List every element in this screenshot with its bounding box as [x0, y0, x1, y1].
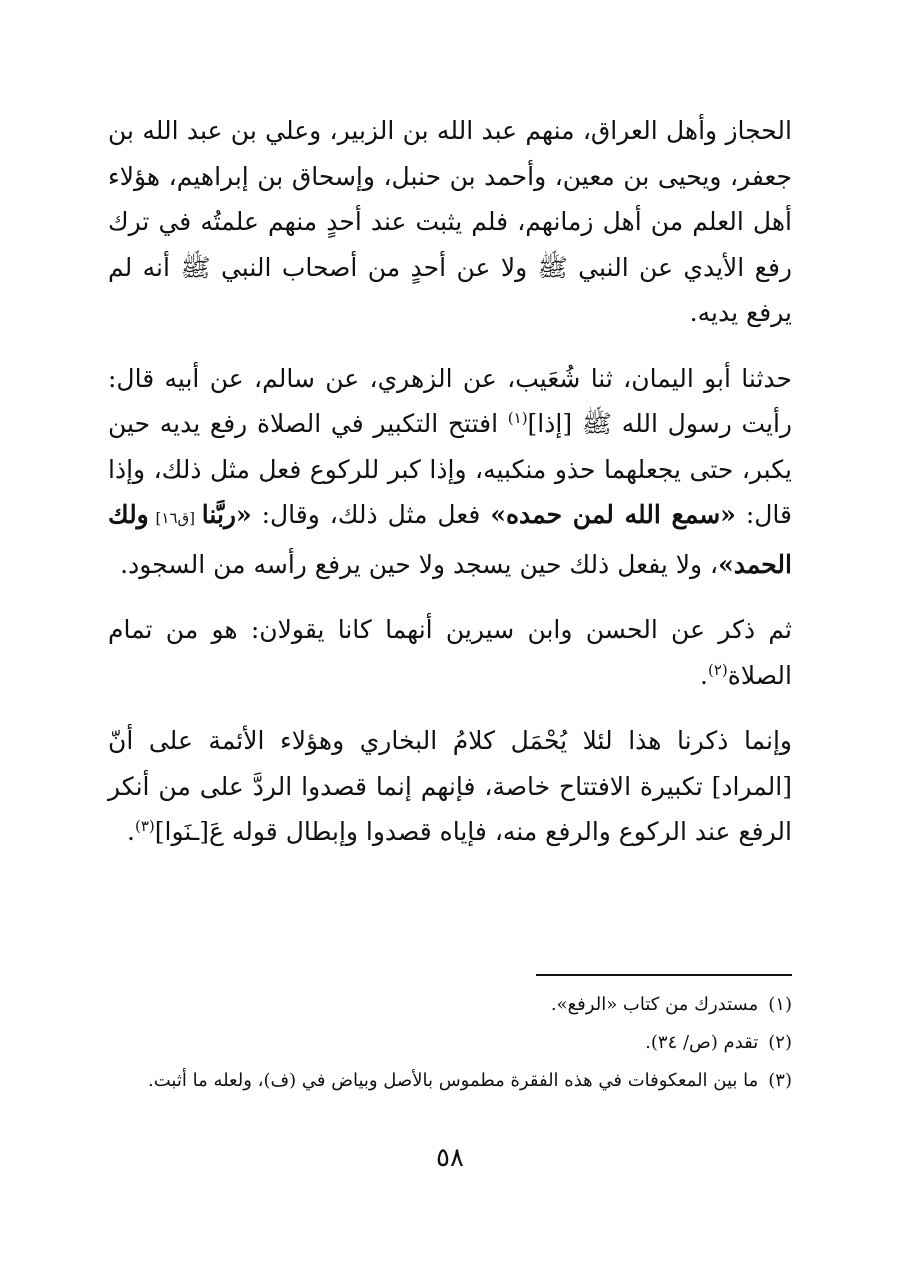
footnote-ref-3[interactable]: (٣) [134, 817, 155, 835]
footnote-text: ما بين المعكوفات في هذه الفقرة مطموس بالأصل وبياض في (ف)، ولعله ما أثبت. [148, 1070, 759, 1091]
hadith-quote-rabbana: «ربَّنا [201, 500, 252, 529]
footnote-number: (١) [768, 994, 792, 1015]
hadith-quote-walakal-hamd: ولك الحمد» [108, 500, 792, 579]
page-number: ٥٨ [436, 1143, 464, 1173]
paragraph-3 [108, 607, 792, 698]
paragraph-2-text-b: افتتح التكبير في الصلاة رفع يديه حين يكبر، حتى يجعلهما حذو منكبيه، وإذا كبر للركوع فعل مثل ذلك، وإذا قال: [108, 409, 792, 529]
paragraph-4-text-b: . [127, 817, 135, 846]
paragraph-4 [108, 718, 792, 855]
footnote-2 [108, 1026, 792, 1060]
footnote-3 [108, 1064, 792, 1098]
paragraph-2-text-c: فعل مثل ذلك، وقال: [251, 500, 491, 529]
main-text [108, 108, 792, 875]
manuscript-folio-marker: [ق١٦] [148, 509, 202, 527]
paragraph-2-text-a: حدثنا أبو اليمان، ثنا شُعَيب، عن الزهري، عن سالم، عن أبيه قال: رأيت رسول الله ﷺ [إذا] [108, 363, 793, 438]
footnote-separator [536, 974, 792, 976]
footnote-text: مستدرك من كتاب «الرفع». [550, 994, 759, 1015]
footnotes [108, 988, 792, 1102]
footnote-1 [108, 988, 792, 1022]
paragraph-1 [108, 108, 792, 336]
footnote-text: تقدم (ص/ ٣٤). [645, 1032, 759, 1053]
footnote-ref-2[interactable]: (٢) [707, 660, 728, 679]
hadith-quote-sami-allah: «سمع الله لمن حمده» [490, 500, 736, 529]
paragraph-3-text-b: . [700, 660, 708, 690]
footnote-number: (٣) [768, 1070, 792, 1091]
paragraph-4-text-a: وإنما ذكرنا هذا لئلا يُحْمَل كلامُ البخاري وهؤلاء الأئمة على أنّ [المراد] تكبيرة الافتتاح خاصة، فإنهم إنما قصدوا الردَّ على من أنكر الرفع عند الركوع والرفع منه، فإياه قصدوا وإبطال قوله عَ[ـنَوا] [108, 726, 792, 846]
paragraph-1-text: الحجاز وأهل العراق، منهم عبد الله بن الزبير، وعلي بن عبد الله بن جعفر، ويحيى بن معين، وأحمد بن حنبل، وإسحاق بن إبراهيم، هؤلاء أهل العلم من أهل زمانهم، فلم يثبت عند أحدٍ منهم علمتُه في ترك رفع الأيدي عن النبي ﷺ ولا عن أحدٍ من أصحاب النبي ﷺ أنه لم يرفع يديه. [108, 116, 792, 327]
paragraph-2-text-d: ، ولا يفعل ذلك حين يسجد ولا حين يرفع رأسه من السجود. [120, 549, 719, 579]
footnote-ref-1[interactable]: (١) [507, 409, 528, 427]
paragraph-2 [108, 356, 792, 588]
footnote-number: (٢) [768, 1032, 792, 1053]
paragraph-3-text-a: ثم ذكر عن الحسن وابن سيرين أنهما كانا يقولان: هو من تمام الصلاة [108, 615, 792, 690]
